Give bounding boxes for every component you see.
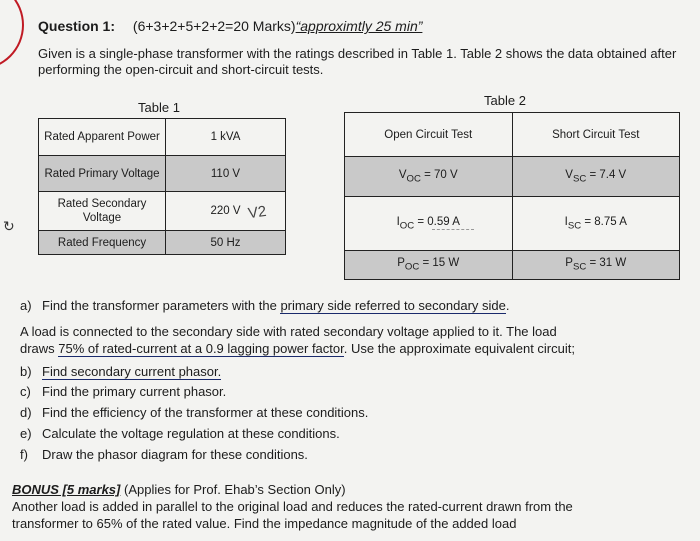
table-row bbox=[39, 119, 286, 156]
load-paragraph: A load is connected to the secondary side with rated secondary voltage applied to it. The load draws 75% of rated-current at a 0.9 lagging power factor. Use the approximate equivalent circuit; bbox=[20, 324, 575, 356]
intro-paragraph: Given is a single-phase transformer with the ratings described in Table 1. Table 2 shows the data obtained after performing the open-circuit and short-circuit tests. bbox=[38, 46, 677, 77]
part-c-question: c) Find the primary current phasor. bbox=[20, 384, 227, 399]
rating-value: 1 kVA bbox=[166, 119, 286, 156]
question-marks: (6+3+2+5+2+2=20 Marks) bbox=[132, 18, 296, 34]
rating-label: Rated Primary Voltage bbox=[39, 156, 166, 192]
part-d-question: d) Find the efficiency of the transformer at these conditions. bbox=[20, 405, 369, 420]
underlined-phrase: 75% of rated-current at a 0.9 lagging power factor bbox=[58, 341, 344, 356]
handwritten-v2-note: V2 bbox=[246, 202, 268, 223]
part-letter: e) bbox=[20, 426, 32, 441]
table-row bbox=[345, 251, 680, 280]
part-letter: b) bbox=[20, 364, 32, 379]
table-row bbox=[39, 231, 286, 255]
part-letter: d) bbox=[20, 405, 32, 420]
table2-caption: Table 2 bbox=[484, 93, 526, 108]
test-data-table bbox=[344, 112, 680, 280]
oc-current-cell: $I_{OC} = 0.59$ A bbox=[345, 197, 513, 251]
question-label: Question 1: bbox=[38, 18, 116, 34]
oc-voltage-cell: $V_{OC} = 70$ V bbox=[345, 157, 513, 197]
short-circuit-header: Short Circuit Test bbox=[512, 113, 680, 157]
part-letter: a) bbox=[20, 298, 32, 313]
table-header-row bbox=[345, 113, 680, 157]
sc-current-cell: $I_{SC} = 8.75$ A bbox=[512, 197, 680, 251]
open-circuit-header: Open Circuit Test bbox=[345, 113, 513, 157]
oc-power-cell: $P_{OC} = 15$ W bbox=[345, 251, 513, 280]
part-letter: c) bbox=[20, 384, 31, 399]
rating-label: Rated Apparent Power bbox=[39, 119, 166, 156]
bonus-title: BONUS [5 marks] bbox=[12, 482, 121, 497]
table1-caption: Table 1 bbox=[138, 100, 180, 115]
rating-label: Rated Frequency bbox=[39, 231, 166, 255]
question-header bbox=[38, 18, 422, 34]
rating-label: Rated Secondary Voltage bbox=[39, 192, 166, 231]
sc-power-cell: $P_{SC} = 31$ W bbox=[512, 251, 680, 280]
rating-value: 220 V bbox=[166, 192, 286, 231]
underlined-phrase: primary side referred to secondary side bbox=[280, 298, 506, 313]
margin-curve-mark bbox=[0, 0, 24, 70]
part-letter: f) bbox=[20, 447, 28, 462]
bonus-section: BONUS [5 marks] (Applies for Prof. Ehab’s Section Only) Another load is added in parallel to the original load and reduces the rated-current drawn from the transformer to 65% of the rated value. Find the impedance magnitude of the added load bbox=[12, 482, 573, 531]
part-b-question: b) Find secondary current phasor. bbox=[20, 364, 222, 379]
part-a-question: a) Find the transformer parameters with the primary side referred to secondary side. bbox=[20, 298, 510, 313]
bonus-note: (Applies for Prof. Ehab’s Section Only) bbox=[120, 482, 346, 497]
ratings-table bbox=[38, 118, 286, 255]
margin-arrow-mark: ↻ bbox=[3, 218, 15, 234]
pencil-dash-mark bbox=[432, 229, 474, 230]
table-row bbox=[345, 157, 680, 197]
table-row bbox=[345, 197, 680, 251]
rating-value: 110 V bbox=[166, 156, 286, 192]
table-row bbox=[39, 156, 286, 192]
question-time: “approximtly 25 min” bbox=[295, 18, 423, 34]
rating-value: 50 Hz bbox=[166, 231, 286, 255]
part-e-question: e) Calculate the voltage regulation at these conditions. bbox=[20, 426, 340, 441]
sc-voltage-cell: $V_{SC} = 7.4$ V bbox=[512, 157, 680, 197]
part-f-question: f) Draw the phasor diagram for these conditions. bbox=[20, 447, 308, 462]
